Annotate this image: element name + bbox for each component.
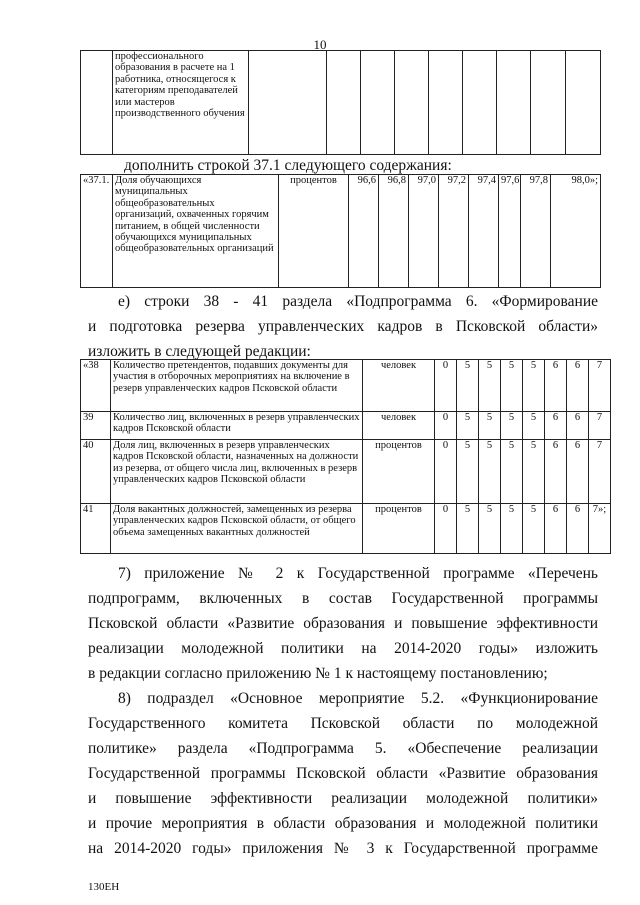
paragraph-e-line3: изложить в следующей редакции:	[88, 343, 311, 360]
cell-indicator-text: профессионального образования в расчете на 1 работника, относящегося к категориям преподавателей или мастеров производственного обучения	[113, 51, 249, 155]
paragraph-8-line6: и прочие мероприятия в области образования и молодежной политики	[88, 815, 598, 832]
paragraph-7-line3: Псковской области «Развитие образования и повышение эффективности	[88, 615, 598, 632]
cell-value: 7»;	[589, 504, 611, 554]
cell-value: 98,0»;	[551, 175, 601, 288]
cell-value: 5	[523, 504, 545, 554]
paragraph-8-line4: Государственной программы Псковской области «Развитие образования	[88, 765, 598, 782]
cell-value: 5	[523, 412, 545, 440]
cell-value: 5	[501, 412, 523, 440]
indicator-table-continued	[80, 50, 601, 155]
cell-value: 5	[479, 412, 501, 440]
cell-number: 40	[81, 440, 111, 504]
cell-number: «37.1.	[81, 175, 113, 288]
cell-unit: процентов	[279, 175, 349, 288]
add-row-line: дополнить строкой 37.1 следующего содержания:	[124, 157, 452, 174]
cell-value: 97,4	[469, 175, 499, 288]
cell-value: 96,6	[349, 175, 379, 288]
cell-value: 5	[457, 360, 479, 412]
paragraph-7-line5: в редакции согласно приложению № 1 к настоящему постановлению;	[88, 665, 548, 682]
cell-value: 5	[457, 412, 479, 440]
table-row	[81, 504, 611, 554]
cell-value: 6	[567, 504, 589, 554]
cell-unit: процентов	[363, 504, 435, 554]
paragraph-7-line4: реализации молодежной политики на 2014-2020 годы» изложить	[88, 640, 598, 657]
cell-value: 0	[435, 504, 457, 554]
table-row	[81, 440, 611, 504]
page-number: 10	[313, 37, 327, 52]
cell-unit: человек	[363, 360, 435, 412]
table-row	[81, 412, 611, 440]
paragraph-e: е) строки 38 - 41 раздела «Подпрограмма 6. «Формирование	[118, 293, 598, 310]
cell-value: 6	[567, 440, 589, 504]
paragraph-e-line2: и подготовка резерва управленческих кадров в Псковской области»	[88, 318, 598, 335]
table-row	[81, 175, 601, 288]
cell-indicator-text: Количество претендентов, подавших документы для участия в отборочных мероприятиях на включение в резерв управленческих кадров Псковской области	[111, 360, 363, 412]
cell-value: 97,6	[499, 175, 521, 288]
paragraph-7-line1: 7) приложение № 2 к Государственной программе «Перечень	[118, 565, 598, 582]
cell-value: 97,0	[409, 175, 439, 288]
footer-code: 130ЕН	[88, 881, 120, 893]
cell-number: «38	[81, 360, 111, 412]
cell-value: 5	[523, 360, 545, 412]
cell-value: 7	[589, 440, 611, 504]
cell-unit: человек	[363, 412, 435, 440]
cell-value: 6	[545, 504, 567, 554]
indicator-table-38-41	[80, 359, 611, 554]
paragraph-8-line1: 8) подраздел «Основное мероприятие 5.2. «Функционирование	[118, 690, 598, 707]
paragraph-8-line3: политике» раздела «Подпрограмма 5. «Обеспечение реализации	[88, 740, 598, 757]
cell-value: 5	[479, 360, 501, 412]
cell-value: 6	[545, 360, 567, 412]
cell-number	[81, 51, 113, 155]
cell-value: 5	[457, 440, 479, 504]
cell-value: 5	[501, 504, 523, 554]
cell-indicator-text: Доля обучающихся муниципальных общеобразовательных организаций, охваченных горячим питанием, в общей численности обучающихся муниципальных общеобразовательных организаций	[113, 175, 279, 288]
cell-indicator-text: Доля вакантных должностей, замещенных из резерва управленческих кадров Псковской области, от общего объема замещенных вакантных должностей	[111, 504, 363, 554]
cell-number: 41	[81, 504, 111, 554]
cell-value: 97,8	[521, 175, 551, 288]
paragraph-8-line5: и повышение эффективности реализации молодежной политики»	[88, 790, 598, 807]
cell-indicator-text: Количество лиц, включенных в резерв управленческих кадров Псковской области	[111, 412, 363, 440]
cell-value: 7	[589, 412, 611, 440]
table-row	[81, 51, 601, 155]
cell-value: 5	[479, 440, 501, 504]
paragraph-8-line2: Государственного комитета Псковской области по молодежной	[88, 715, 598, 732]
cell-value: 0	[435, 440, 457, 504]
cell-value: 5	[501, 440, 523, 504]
cell-value: 6	[545, 440, 567, 504]
cell-value: 6	[567, 412, 589, 440]
cell-value: 7	[589, 360, 611, 412]
cell-value: 96,8	[379, 175, 409, 288]
cell-value: 0	[435, 360, 457, 412]
cell-value: 97,2	[439, 175, 469, 288]
cell-unit: процентов	[363, 440, 435, 504]
cell-number: 39	[81, 412, 111, 440]
cell-value: 5	[457, 504, 479, 554]
cell-value: 6	[567, 360, 589, 412]
cell-indicator-text: Доля лиц, включенных в резерв управленческих кадров Псковской области, назначенных на должности из резерва, от общего числа лиц, включенных в резерв управленческих кадров Псковской области	[111, 440, 363, 504]
indicator-table-37-1	[80, 174, 601, 288]
cell-value: 5	[479, 504, 501, 554]
paragraph-7-line2: подпрограмм, включенных в состав Государственной программы	[88, 590, 598, 607]
paragraph-8-line7: на 2014-2020 годы» приложения № 3 к Государственной программе	[88, 840, 598, 857]
table-row	[81, 360, 611, 412]
cell-value: 5	[523, 440, 545, 504]
cell-value: 0	[435, 412, 457, 440]
cell-value: 6	[545, 412, 567, 440]
cell-value: 5	[501, 360, 523, 412]
